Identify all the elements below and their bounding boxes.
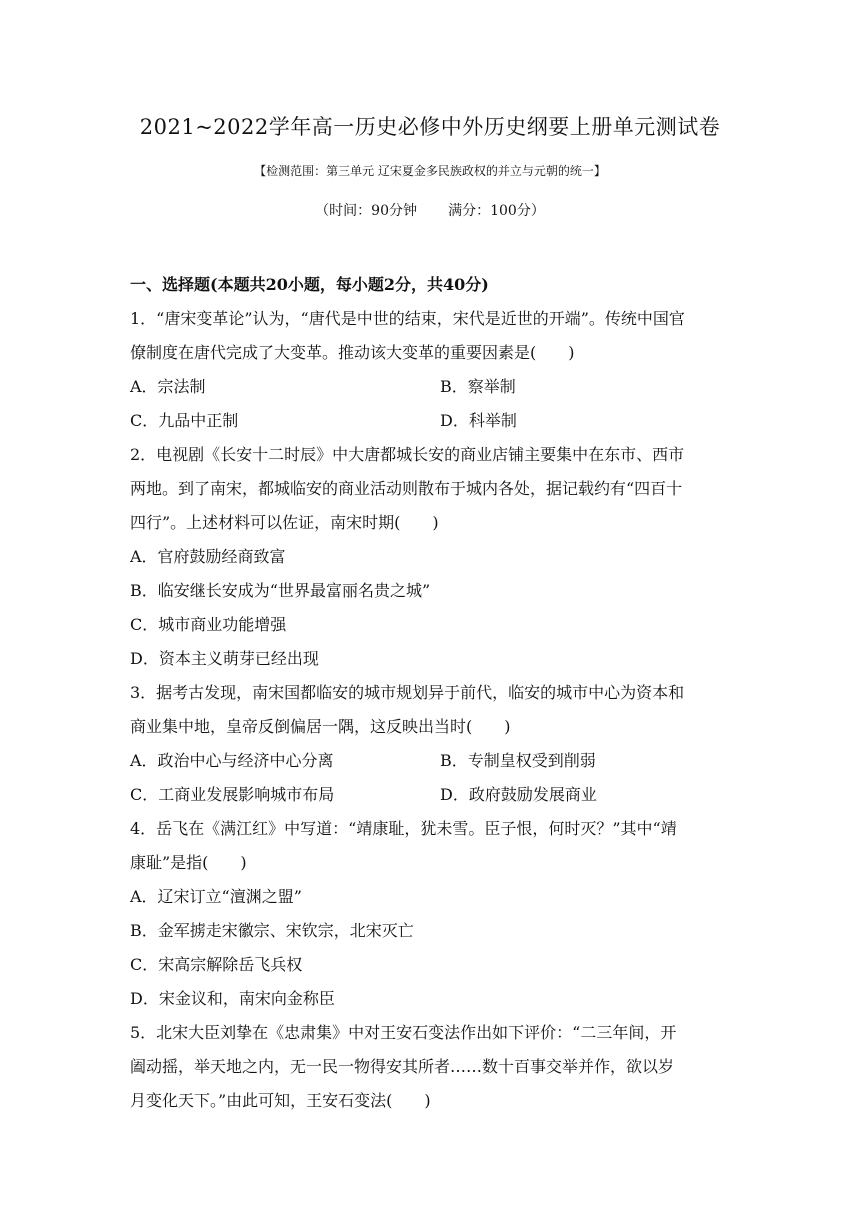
option-row <box>130 744 740 778</box>
option-c: C．宋高宗解除岳飞兵权 <box>130 955 303 974</box>
option-d: D．政府鼓励发展商业 <box>440 785 597 804</box>
option-b: B．专制皇权受到削弱 <box>440 751 596 770</box>
option-b: B．察举制 <box>440 377 516 396</box>
option-a: A．官府鼓励经商致富 <box>130 547 286 566</box>
option-c: C．九品中正制 <box>130 411 239 430</box>
question-stem-line: 4．岳飞在《满江红》中写道：“靖康耻，犹未雪。臣子恨，何时灭？”其中“靖 <box>130 819 677 838</box>
document-title: 2021~2022学年高一历史必修中外历史纲要上册单元测试卷 <box>139 115 721 139</box>
option-d: D．科举制 <box>440 411 517 430</box>
question-stem-line: 两地。到了南宋，都城临安的商业活动则散布于城内各处，据记载约有“四百十 <box>130 479 683 498</box>
option-a: A．宗法制 <box>130 377 206 396</box>
time-and-score: （时间：90分钟 满分：100分） <box>315 203 545 219</box>
option-a: A．辽宋订立“澶渊之盟” <box>130 887 302 906</box>
question-stem-line: 1．“唐宋变革论”认为，“唐代是中世的结束，宋代是近世的开端”。传统中国官 <box>130 309 685 328</box>
test-scope: 【检测范围：第三单元 辽宋夏金多民族政权的并立与元朝的统一】 <box>254 164 606 178</box>
question-stem-line: 5．北宋大臣刘挚在《忠肃集》中对王安石变法作出如下评价：“二三年间，开 <box>130 1023 677 1042</box>
question-stem-line: 四行”。上述材料可以佐证，南宋时期( ) <box>130 513 439 532</box>
option-d: D．资本主义萌芽已经出现 <box>130 649 319 668</box>
section-heading: 一、选择题(本题共20小题，每小题2分，共40分) <box>130 275 489 294</box>
question-1 <box>130 302 740 438</box>
question-3 <box>130 676 740 812</box>
option-d: D．宋金议和，南宋向金称臣 <box>130 989 335 1008</box>
question-2 <box>130 438 740 676</box>
question-5 <box>130 1016 740 1118</box>
option-b: B．金军掳走宋徽宗、宋钦宗，北宋灭亡 <box>130 921 414 940</box>
exam-content <box>130 268 740 1118</box>
question-stem-line: 2．电视剧《长安十二时辰》中大唐都城长安的商业店铺主要集中在东市、西市 <box>130 445 685 464</box>
option-c: C．工商业发展影响城市布局 <box>130 785 335 804</box>
question-stem-line: 商业集中地，皇帝反倒偏居一隅，这反映出当时( ) <box>130 717 511 736</box>
option-row <box>130 370 740 404</box>
option-row <box>130 404 740 438</box>
option-a: A．政治中心与经济中心分离 <box>130 751 334 770</box>
option-c: C．城市商业功能增强 <box>130 615 287 634</box>
question-4 <box>130 812 740 1016</box>
question-stem-line: 3．据考古发现，南宋国都临安的城市规划异于前代，临安的城市中心为资本和 <box>130 683 685 702</box>
question-stem-line: 僚制度在唐代完成了大变革。推动该大变革的重要因素是( ) <box>130 343 575 362</box>
question-stem-line: 阖动摇，举天地之内，无一民一物得安其所者……数十百事交举并作，欲以岁 <box>130 1057 675 1076</box>
option-row <box>130 778 740 812</box>
option-b: B．临安继长安成为“世界最富丽名贵之城” <box>130 581 431 600</box>
question-stem-line: 月变化天下。”由此可知，王安石变法( ) <box>130 1091 431 1110</box>
question-stem-line: 康耻”是指( ) <box>130 853 247 872</box>
